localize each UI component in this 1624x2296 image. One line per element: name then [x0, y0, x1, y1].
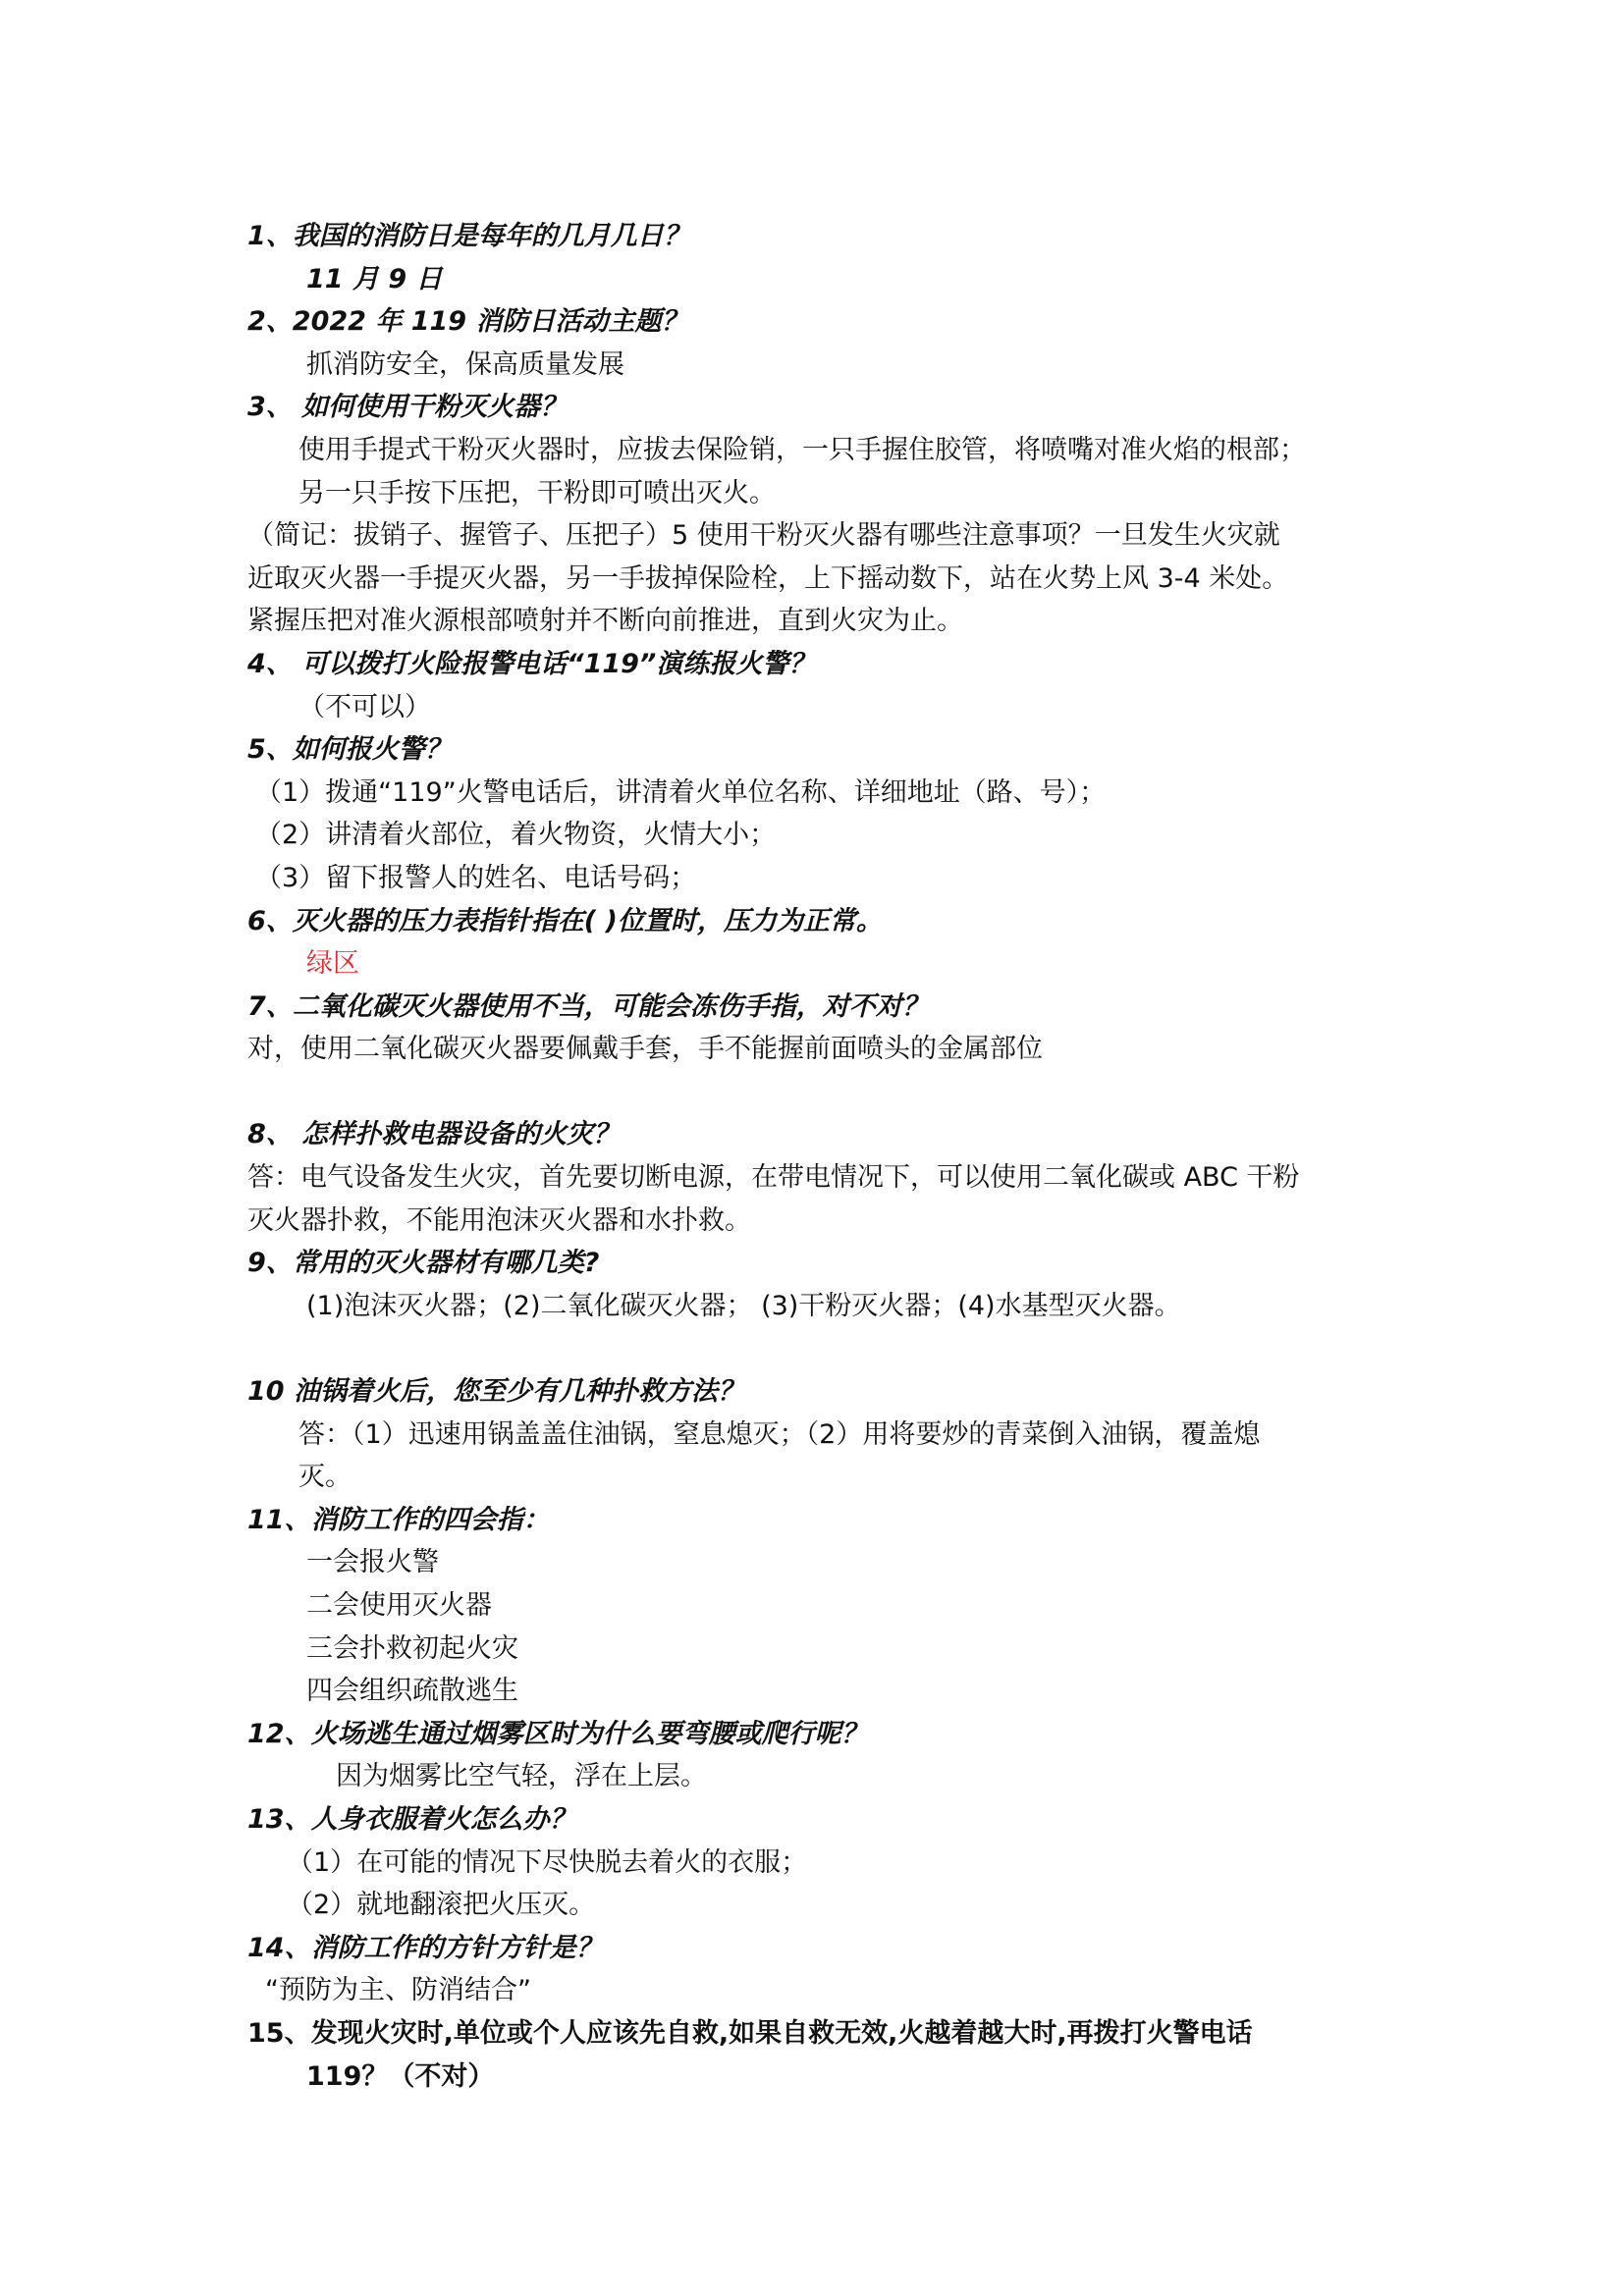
- answer-line: 三会扑救初起火灾: [306, 1632, 518, 1664]
- question-line: 13、人身衣服着火怎么办？: [247, 1803, 576, 1835]
- question-line: 3、 如何使用干粉灭火器？: [247, 392, 568, 423]
- question-line: 5、如何报火警？: [247, 734, 452, 766]
- answer-line: （不可以）: [298, 691, 431, 722]
- answer-line: 对，使用二氧化碳灭火器要佩戴手套，手不能握前面喷头的金属部位: [247, 1034, 1043, 1065]
- question-line: 10 油锅着火后，您至少有几种扑救方法？: [247, 1376, 744, 1408]
- answer-line: “预防为主、防消结合”: [265, 1975, 531, 2006]
- answer-line: 近取灭火器一手提灭火器，另一手拔掉保险栓，上下摇动数下，站在火势上风 3-4 米处。: [247, 562, 1289, 594]
- answer-line: 抓消防安全，保高质量发展: [306, 348, 624, 380]
- blank-line: [247, 1327, 1406, 1370]
- answer-line: 119？（不对）: [306, 2060, 495, 2092]
- answer-line: 一会报火警: [306, 1547, 439, 1578]
- answer-line: 另一只手按下压把，干粉即可喷出灭火。: [298, 477, 776, 508]
- question-line: 1、我国的消防日是每年的几月几日？: [247, 221, 690, 251]
- question-line: 11、消防工作的四会指：: [247, 1504, 550, 1535]
- answer-line: 紧握压把对准火源根部喷射并不断向前推进，直到火灾为止。: [247, 606, 963, 637]
- blank-line: [247, 1071, 1406, 1114]
- document-body: [247, 215, 1406, 2098]
- answer-line: （1）在可能的情况下尽快脱去着火的衣服；: [287, 1846, 808, 1878]
- answer-line: （1）拨通“119”火警电话后，讲清着火单位名称、详细地址（路、号）；: [255, 776, 1107, 808]
- answer-line: 绿区: [306, 948, 359, 980]
- answer-line: 因为烟雾比空气轻，浮在上层。: [336, 1761, 707, 1792]
- answer-line: 使用手提式干粉灭火器时，应拔去保险销，一只手握住胶管，将喷嘴对准火焰的根部；: [298, 434, 1306, 465]
- question-line: 7、二氧化碳灭火器使用不当，可能会冻伤手指，对不对？: [247, 990, 929, 1022]
- answer-line: 答：（1）迅速用锅盖盖住油锅，窒息熄灭；（2）用将要炒的青菜倒入油锅，覆盖熄: [298, 1418, 1261, 1450]
- answer-line: 灭火器扑救，不能用泡沫灭火器和水扑救。: [247, 1204, 751, 1236]
- question-line: 14、消防工作的方针方针是？: [247, 1932, 603, 1963]
- question-line: 11 月 9 日: [306, 263, 443, 294]
- question-line: 6、灭火器的压力表指针指在( )位置时，压力为正常。: [247, 905, 883, 936]
- answer-line: （3）留下报警人的姓名、电话号码；: [255, 862, 697, 893]
- answer-line: 答：电气设备发生火灾，首先要切断电源，在带电情况下，可以使用二氧化碳或 ABC 干粉: [247, 1162, 1300, 1194]
- answer-line: (1)泡沫灭火器；(2)二氧化碳灭火器； (3)干粉灭火器；(4)水基型灭火器。: [306, 1290, 1181, 1321]
- question-line: 4、 可以拨打火险报警电话“119”演练报火警？: [247, 648, 816, 679]
- answer-line: 二会使用灭火器: [306, 1590, 492, 1621]
- answer-line: 灭。: [298, 1462, 352, 1493]
- question-line: 9、常用的灭火器材有哪几类?: [247, 1248, 600, 1279]
- answer-line: （2）讲清着火部位，着火物资，火情大小；: [255, 820, 777, 851]
- question-line: 2、2022 年 119 消防日活动主题？: [247, 306, 688, 338]
- answer-line: 四会组织疏散逃生: [306, 1676, 518, 1707]
- answer-line: （简记：拔销子、握管子、压把子）5 使用干粉灭火器有哪些注意事项？一旦发生火灾就: [247, 520, 1280, 552]
- question-line: 8、 怎样扑救电器设备的火灾？: [247, 1119, 621, 1150]
- answer-line: 15、发现火灾时,单位或个人应该先自救,如果自救无效,火越着越大时,再拨打火警电话: [247, 2017, 1253, 2049]
- question-line: 12、火场逃生通过烟雾区时为什么要弯腰或爬行呢？: [247, 1718, 868, 1749]
- answer-line: （2）就地翻滚把火压灭。: [287, 1890, 596, 1921]
